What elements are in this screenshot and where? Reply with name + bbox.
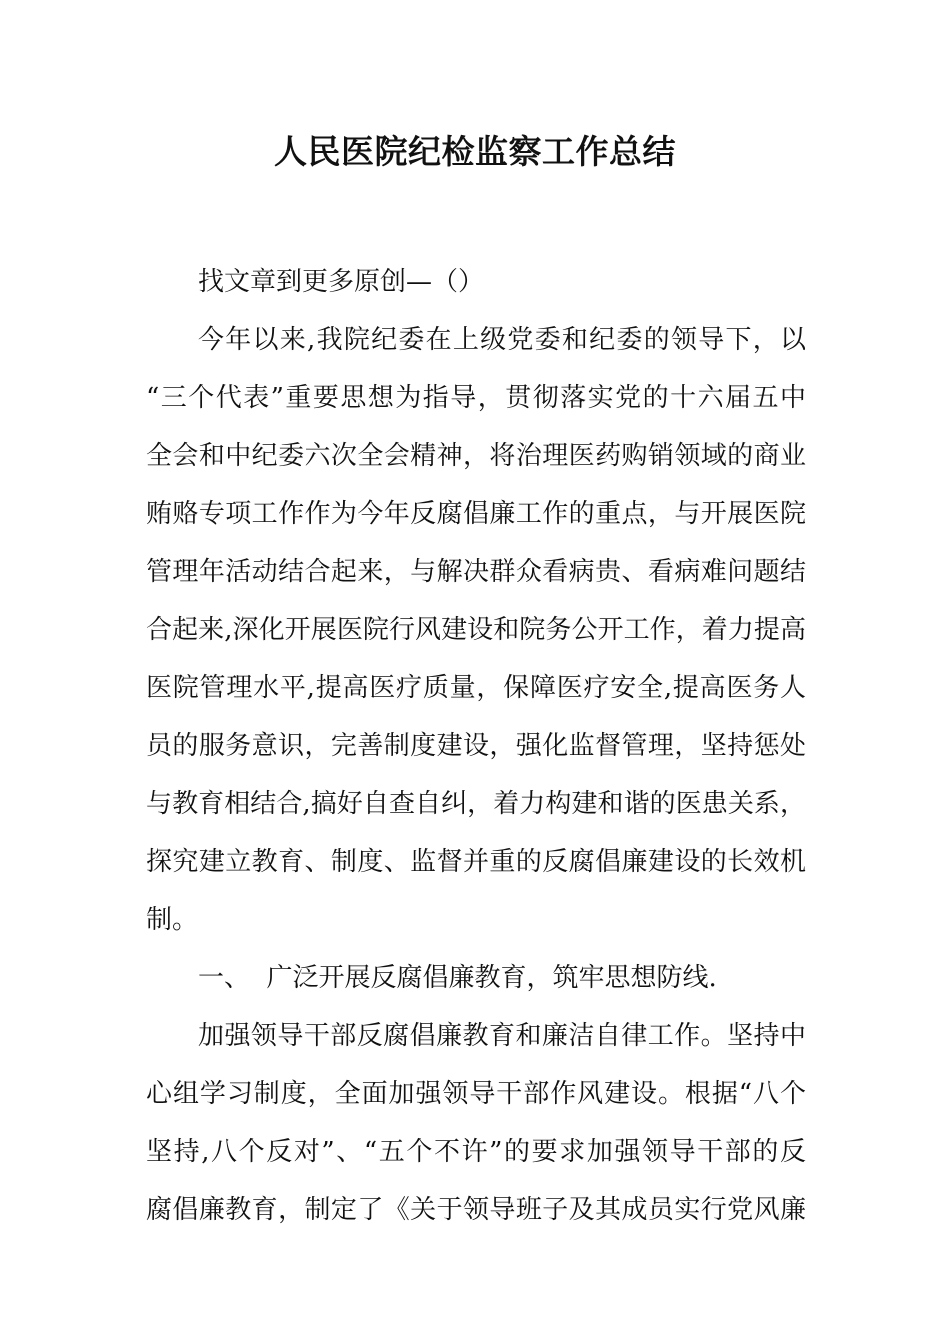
section-1-heading: 一、 广泛开展反腐倡廉教育，筑牢思想防线. xyxy=(198,963,717,993)
intro-line-1: 今年以来,我院纪委在上级党委和纪委的领导下，以 xyxy=(198,325,806,355)
intro-line-6: 合起来,深化开展医院行风建设和院务公开工作，着力提高 xyxy=(146,615,806,645)
intro-line-5: 管理年活动结合起来，与解决群众看病贵、看病难问题结 xyxy=(146,557,806,587)
intro-line-2: “三个代表”重要思想为指导，贯彻落实党的十六届五中 xyxy=(146,383,806,413)
source-line: 找文章到更多原创—（） xyxy=(198,267,485,297)
intro-line-11: 制。 xyxy=(146,905,199,935)
intro-line-8: 员的服务意识，完善制度建设，强化监督管理，坚持惩处 xyxy=(146,731,806,761)
intro-line-9: 与教育相结合,搞好自查自纠，着力构建和谐的医患关系， xyxy=(146,789,806,819)
document-title: 人民医院纪检监察工作总结 xyxy=(274,132,676,171)
intro-line-3: 全会和中纪委六次全会精神，将治理医药购销领域的商业 xyxy=(146,441,806,471)
section-1-line-1: 加强领导干部反腐倡廉教育和廉洁自律工作。坚持中 xyxy=(198,1021,806,1051)
section-1-line-2: 心组学习制度，全面加强领导干部作风建设。根据“八个 xyxy=(146,1079,806,1109)
section-1-line-3: 坚持,八个反对”、“五个不许”的要求加强领导干部的反 xyxy=(146,1137,806,1167)
intro-line-10: 探究建立教育、制度、监督并重的反腐倡廉建设的长效机 xyxy=(146,847,806,877)
intro-line-4: 贿赂专项工作作为今年反腐倡廉工作的重点，与开展医院 xyxy=(146,499,806,529)
intro-line-7: 医院管理水平,提高医疗质量，保障医疗安全,提高医务人 xyxy=(146,673,806,703)
section-1-line-4: 腐倡廉教育，制定了《关于领导班子及其成员实行党风廉 xyxy=(146,1195,806,1225)
